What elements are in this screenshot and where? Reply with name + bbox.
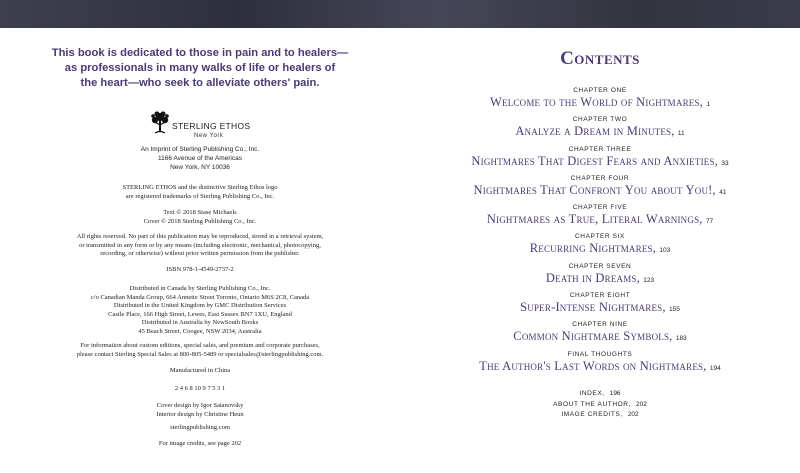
legal-line: STERLING ETHOS and the distinctive Sterling Ethos logo <box>122 184 278 191</box>
page-number: 103 <box>659 247 671 255</box>
dedication-line: This book is dedicated to those in pain and to healers— <box>51 47 349 59</box>
page-number: 202 <box>636 400 647 408</box>
page-number: 41 <box>719 188 727 196</box>
dedication-line: as professionals in many walks of life or healers of <box>64 62 336 74</box>
chapter-label: FINAL THOUGHTS <box>567 350 633 358</box>
copyright-block <box>55 209 345 226</box>
design-credits <box>55 402 345 419</box>
imprint-line: New York, NY 10036 <box>170 164 230 171</box>
chapter-label: CHAPTER EIGHT <box>569 292 631 300</box>
legal-line: All rights reserved. No part of this publication may be reproduced, stored in a retrieval system, <box>76 233 324 240</box>
tree-icon <box>150 110 170 136</box>
toc-entry-index[interactable] <box>400 389 800 400</box>
toc-entry-about-author[interactable] <box>400 400 800 411</box>
page-number: 123 <box>643 276 655 284</box>
toc-entry[interactable] <box>400 174 800 203</box>
imprint-line: 1166 Avenue of the Americas <box>158 155 242 162</box>
logo-name: STERLING ETHOS <box>172 121 251 131</box>
back-matter-label: ABOUT THE AUTHOR, <box>553 400 631 408</box>
toc-entry[interactable] <box>400 320 800 349</box>
chapter-title: Analyze a Dream in Minutes, <box>515 124 675 139</box>
legal-line: please contact Sterling Special Sales at 800-805-5489 or specialsales@sterlingpublishing.com. <box>76 350 324 358</box>
toc-entry-image-credits[interactable] <box>400 410 800 421</box>
legal-line: Interior design by Christine Heun <box>156 410 244 418</box>
legal-line: or transmitted in any form or by any means (including electronic, mechanical, photocopying, <box>79 241 321 249</box>
chapter-title: The Author's Last Words on Nightmares, <box>479 358 707 373</box>
chapter-title: Common Nightmare Symbols, <box>513 329 673 344</box>
rights-block <box>55 233 345 259</box>
legal-line: are registered trademarks of Sterling Publishing Co., Inc. <box>125 192 275 200</box>
toc-entry[interactable] <box>400 232 800 261</box>
chapter-label: CHAPTER SEVEN <box>568 262 632 270</box>
page-number: 33 <box>721 159 729 167</box>
legal-line: recording, or otherwise) without prior written permission from the publisher. <box>100 250 300 258</box>
page-number: 155 <box>669 306 680 314</box>
top-dark-band <box>0 0 800 28</box>
page-number: 1 <box>706 101 710 108</box>
dedication <box>40 46 360 91</box>
contents-page <box>400 28 800 473</box>
trademark-block <box>55 184 345 201</box>
contents-heading: Contents <box>560 48 640 69</box>
chapter-label: CHAPTER FIVE <box>572 204 628 212</box>
logo-city: New York <box>194 133 224 139</box>
chapter-label: CHAPTER TWO <box>572 116 628 124</box>
legal-line: For information about custom editions, special sales, and premium and corporate purchases, <box>80 342 320 349</box>
legal-line: c/o Canadian Manda Group, 664 Annette Street Toronto, Ontario M6S 2C8, Canada <box>90 293 310 301</box>
image-credits-note: For image credits, see page 202 <box>158 440 242 447</box>
chapter-title: Welcome to the World of Nightmares, <box>490 95 704 109</box>
back-matter-label: IMAGE CREDITS, <box>561 411 623 418</box>
chapter-label: CHAPTER NINE <box>572 321 628 329</box>
imprint-block <box>100 145 300 172</box>
legal-line: Distributed in Australia by NewSouth Books <box>141 319 259 327</box>
chapter-label: CHAPTER FOUR <box>570 174 630 182</box>
toc-entry[interactable] <box>400 203 800 232</box>
chapter-label: CHAPTER SIX <box>575 233 625 241</box>
isbn: ISBN 978-1-4549-2737-2 <box>166 266 234 273</box>
page-number: 202 <box>627 411 639 418</box>
manufactured-line: Manufactured in China <box>169 367 231 374</box>
chapter-label: CHAPTER ONE <box>573 87 627 94</box>
back-matter-label: INDEX, <box>579 390 605 397</box>
chapter-title: Nightmares That Digest Fears and Anxieties, <box>471 153 719 168</box>
chapter-title: Nightmares That Confront You about You!, <box>473 182 716 197</box>
chapter-label: CHAPTER THREE <box>568 145 632 153</box>
chapter-title: Super-Intense Nightmares, <box>520 300 666 315</box>
toc-entry[interactable] <box>400 86 800 115</box>
toc-entry[interactable] <box>400 115 800 144</box>
page-number: 183 <box>675 335 687 343</box>
legal-line: Castle Place, 166 High Street, Lewes, East Sussex BN7 1XU, England <box>108 310 292 318</box>
website-link[interactable]: sterlingpublishing.com <box>170 424 230 431</box>
page-number: 11 <box>677 130 685 138</box>
dedication-line: the heart—who seek to alleviate others' pain. <box>80 77 320 89</box>
chapter-title: Death in Dreams, <box>545 270 640 285</box>
page-number: 77 <box>705 218 714 226</box>
page-number: 194 <box>709 364 721 372</box>
copyright-page <box>0 28 400 473</box>
back-matter <box>400 389 800 421</box>
legal-line: Distributed in Canada by Sterling Publishing Co., Inc. <box>129 285 271 292</box>
legal-line: Text © 2018 Stase Michaels <box>163 209 237 216</box>
legal-line: 45 Beach Street, Coogee, NSW 2034, Australia <box>138 327 262 335</box>
publisher-logo <box>148 110 258 144</box>
toc-entry[interactable] <box>400 145 800 174</box>
chapter-title: Recurring Nightmares, <box>529 241 657 256</box>
chapter-title: Nightmares as True, Literal Warnings, <box>486 212 703 227</box>
toc-entry[interactable] <box>400 262 800 291</box>
legal-line: Distributed in the United Kingdom by GMC Distribution Services <box>113 302 287 310</box>
table-of-contents <box>400 86 800 379</box>
printing-line: 2 4 6 8 10 9 7 5 3 1 <box>174 385 226 392</box>
imprint-line: An Imprint of Sterling Publishing Co., Inc. <box>140 146 260 153</box>
toc-entry[interactable] <box>400 291 800 320</box>
sales-block <box>55 342 345 359</box>
legal-line: Cover © 2018 Sterling Publishing Co., Inc. <box>143 217 257 225</box>
page-number: 196 <box>609 390 621 397</box>
toc-entry[interactable] <box>400 350 800 379</box>
legal-line: Cover design by Igor Satanovsky <box>156 402 244 409</box>
distribution-block <box>55 285 345 337</box>
